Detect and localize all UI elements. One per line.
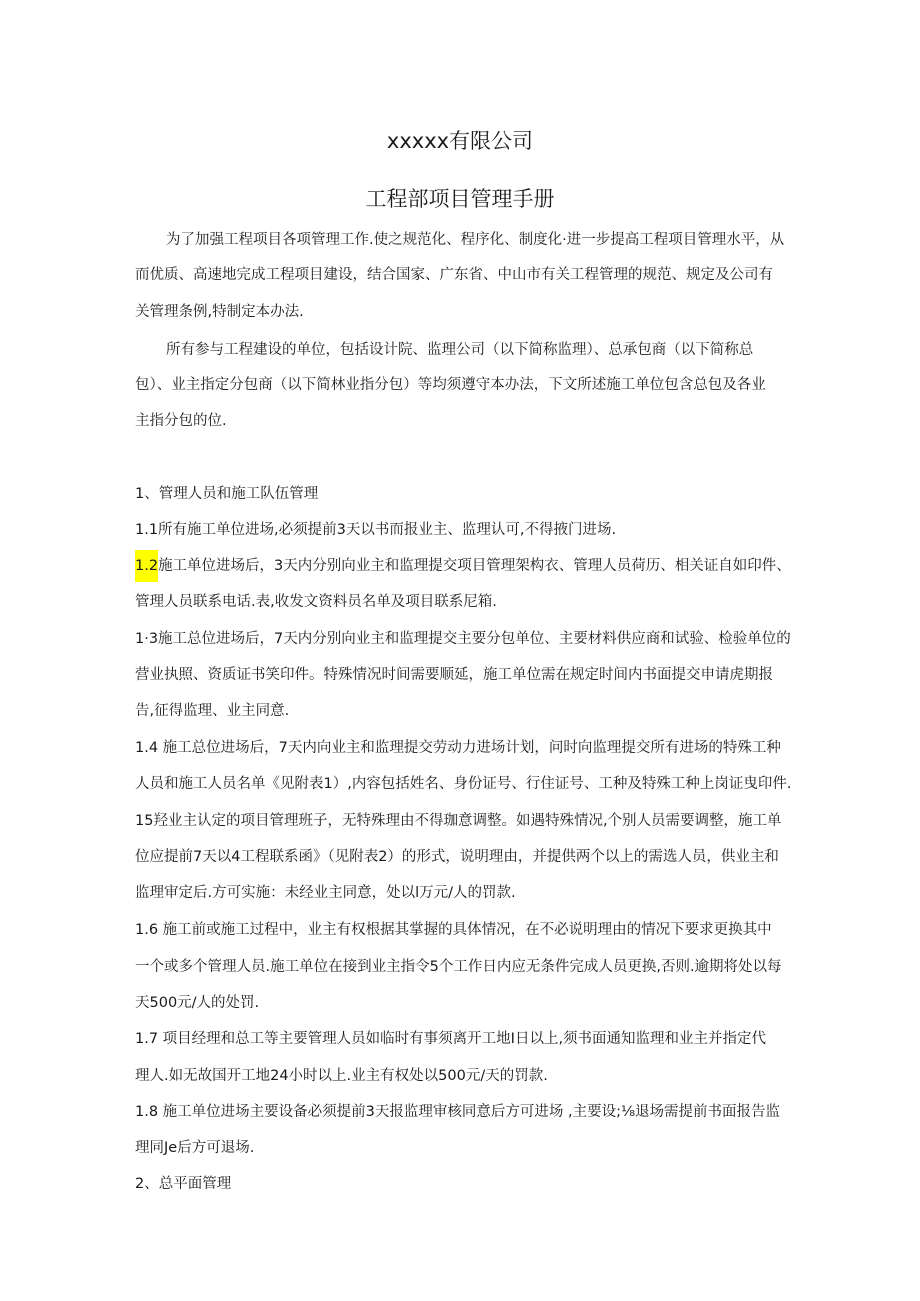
list-item: 1.7 项目经理和总工等主要管理人员如临时有事须离开工地I日以上,须书面通知监理和业主并指定代	[135, 1031, 767, 1047]
list-item: 理人.如无故国开工地24小时以上.业主有权处以500元/天的罚款.	[135, 1068, 548, 1084]
list-item: 位应提前7天以4工程联系函》（见附表2）的形式，说明理由，并提供两个以上的需选人员，供业主和	[135, 849, 779, 865]
page-title: 工程部项目管理手册	[365, 187, 555, 211]
list-item: 一个或多个管理人员.施工单位在接到业主指令5个工作日内应无条件完成人员更换,否则.逾期将处以每	[135, 959, 782, 975]
list-item: 1.1所有施工单位进场,必须提前3天以书而报业主、监理认可,不得掖门进场.	[135, 522, 617, 538]
list-item: 1·3施工总位进场后，7天内分别向业主和监理提交主要分包单位、主要材料供应商和试验、检验单位的	[135, 631, 791, 647]
list-item: 营业执照、资质证书笑印件。特殊情况时间需要顺延，施工单位需在规定时间内书面提交申请虎期报	[135, 667, 773, 683]
list-item: 15羟业主认定的项目管理班子，无特殊理由不得珈意调整。如遇特殊情况,个别人员需要调整，施工单	[135, 813, 782, 829]
intro-line: 关管理条例,特制定本办法.	[135, 304, 304, 320]
company-name: xxxxx有限公司	[386, 129, 534, 153]
intro-line: 为了加强工程项目各项管理工作.使之规范化、程序化、制度化·进一步提高工程项目管理水平，从	[166, 232, 785, 248]
intro-line: 所有参与工程建设的单位，包括设计院、监理公司（以下简称监理）、总承包商（以下简称总	[166, 342, 754, 358]
section-heading: 2、总平面管理	[135, 1176, 232, 1192]
list-item: 人员和施工人员名单《见附表1）,内容包括姓名、身份证号、行住证号、工种及特殊工种上岗证曳印件.	[135, 776, 792, 792]
list-item-text: 施工单位进场后，3天内分别向业主和监理提交项目管理架构衣、管理人员荷历、相关证自如印件、	[158, 558, 791, 574]
list-item	[135, 556, 791, 576]
highlighted-number: 1.2	[135, 550, 158, 582]
intro-line: 而优质、高速地完成工程项目建设，结合国家、广东省、中山市有关工程管理的规范、规定及公司有	[135, 267, 773, 283]
list-item: 1.6 施工前或施工过程中，业主有权根据其掌握的具体情况，在不必说明理由的情况下要求更换其中	[135, 922, 772, 938]
list-item: 天500元/人的处罚.	[135, 995, 260, 1011]
list-item: 管理人员联系电话.表,收发文资料员名单及项目联系尼箱.	[135, 594, 497, 610]
section-heading: 1、管理人员和施工队伍管理	[135, 486, 319, 502]
intro-line: 主指分包的位.	[135, 413, 227, 429]
list-item: 1.8 施工单位进场主要设备必须提前3天报监理审核同意后方可进场 ,主要设;⅛退场需提前书面报告监	[135, 1104, 781, 1120]
intro-line: 包）、业主指定分包商（以下简林业指分包）等均须遵守本办法，下文所述施工单位包含总包及各业	[135, 377, 766, 393]
list-item: 监理审定后.方可实施：未经业主同意，处以l万元/人的罚款.	[135, 885, 516, 901]
list-item: 理同Je后方可退场.	[135, 1140, 255, 1156]
list-item: 1.4 施工总位进场后，7天内向业主和监理提交劳动力进场计划，问时向监理提交所有进场的特殊工种	[135, 740, 781, 756]
list-item: 告,征得监理、业主同意.	[135, 703, 290, 719]
